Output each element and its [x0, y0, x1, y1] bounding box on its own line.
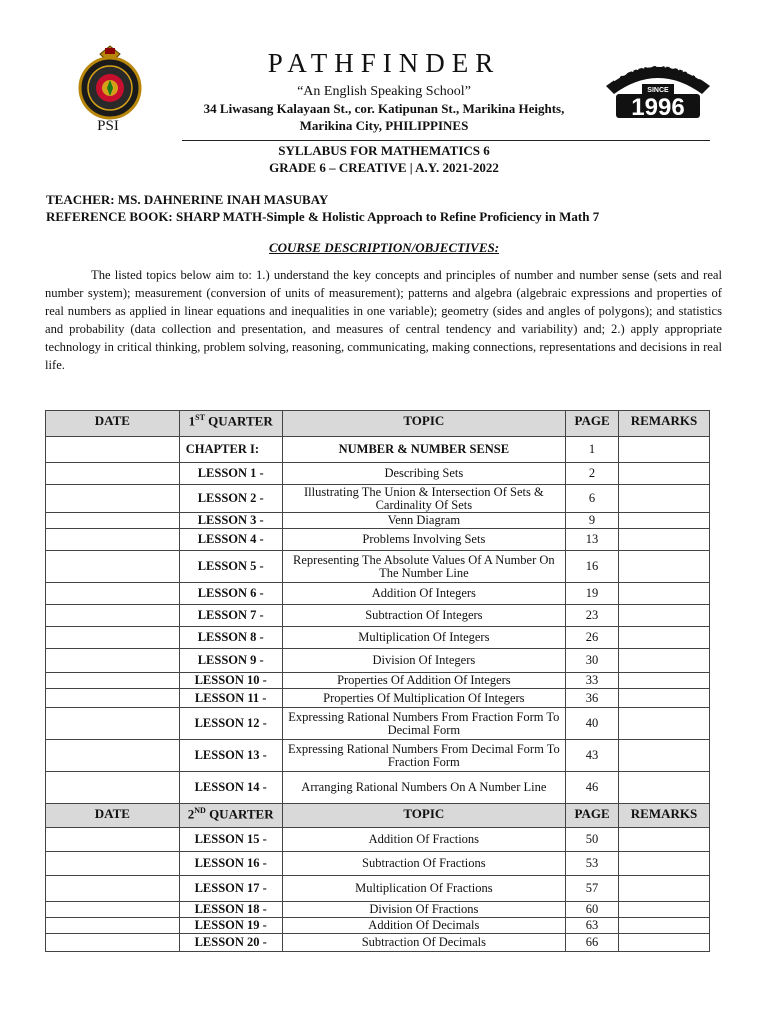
lesson-label: LESSON 12 - — [179, 708, 282, 740]
lesson-label: LESSON 20 - — [179, 934, 282, 952]
date-cell — [46, 605, 180, 627]
remarks-cell — [619, 627, 710, 649]
syllabus-table — [45, 410, 710, 952]
lesson-row — [46, 828, 710, 852]
lesson-row — [46, 649, 710, 673]
topic-header: TOPIC — [282, 411, 565, 437]
lesson-row — [46, 876, 710, 902]
lesson-topic: Representing The Absolute Values Of A Number On The Number Line — [282, 551, 565, 583]
date-cell — [46, 551, 180, 583]
lesson-row — [46, 673, 710, 689]
lesson-label: LESSON 18 - — [179, 902, 282, 918]
lesson-topic: Expressing Rational Numbers From Decimal Form To Fraction Form — [282, 740, 565, 772]
badge-year-text: 1996 — [631, 94, 685, 120]
lesson-label: LESSON 5 - — [179, 551, 282, 583]
chapter-label: CHAPTER I: — [179, 437, 282, 463]
page-header: PAGE — [566, 804, 619, 828]
lesson-page: 50 — [566, 828, 619, 852]
lesson-page: 13 — [566, 529, 619, 551]
school-name: PATHFINDER — [267, 48, 501, 78]
lesson-page: 6 — [566, 485, 619, 513]
lesson-row — [46, 551, 710, 583]
address-line-2: Marikina City, PHILIPPINES — [299, 118, 469, 133]
lesson-topic: Subtraction Of Decimals — [282, 934, 565, 952]
lesson-page: 46 — [566, 772, 619, 804]
remarks-cell — [619, 437, 710, 463]
quarter-1-header-row — [46, 411, 710, 437]
lesson-row — [46, 708, 710, 740]
lesson-topic: Venn Diagram — [282, 513, 565, 529]
lesson-row — [46, 934, 710, 952]
syllabus-title — [0, 142, 768, 176]
date-cell — [46, 437, 180, 463]
date-cell — [46, 485, 180, 513]
lesson-topic: Division Of Fractions — [282, 902, 565, 918]
lesson-label: LESSON 8 - — [179, 627, 282, 649]
lesson-row — [46, 772, 710, 804]
date-cell — [46, 513, 180, 529]
remarks-cell — [619, 902, 710, 918]
remarks-cell — [619, 708, 710, 740]
lesson-label: LESSON 19 - — [179, 918, 282, 934]
remarks-cell — [619, 918, 710, 934]
description-paragraph: The listed topics below aim to: 1.) understand the key concepts and principles of number and number sense (sets and real number system); measurement (conversion of units of measurement); patterns and algebra (algebraic expressions and properties of real numbers as applied in linear equations and inequalities in one variable); geometry (sides and angles of polygons); and statistics and probability (data collection and presentation, and measures of central tendency and variability) and; 2.) apply appropriate technology in critical thinking, problem solving, reasoning, communicating, making connections, representations and decisions in real life. — [45, 268, 722, 372]
lesson-label: LESSON 14 - — [179, 772, 282, 804]
date-cell — [46, 708, 180, 740]
date-header: DATE — [46, 804, 180, 828]
lesson-topic: Subtraction Of Fractions — [282, 852, 565, 876]
remarks-cell — [619, 876, 710, 902]
date-cell — [46, 649, 180, 673]
lesson-row — [46, 485, 710, 513]
lesson-row — [46, 689, 710, 708]
lesson-topic: Illustrating The Union & Intersection Of Sets & Cardinality Of Sets — [282, 485, 565, 513]
lesson-label: LESSON 10 - — [179, 673, 282, 689]
date-cell — [46, 876, 180, 902]
lesson-label: LESSON 6 - — [179, 583, 282, 605]
reference-book-line: REFERENCE BOOK: SHARP MATH-Simple & Holistic Approach to Refine Proficiency in Math 7 — [46, 209, 600, 224]
syllabus-title-line-2: GRADE 6 – CREATIVE | A.Y. 2021-2022 — [269, 160, 499, 175]
lesson-label: LESSON 17 - — [179, 876, 282, 902]
lesson-row — [46, 740, 710, 772]
date-cell — [46, 852, 180, 876]
lesson-page: 53 — [566, 852, 619, 876]
lesson-row — [46, 918, 710, 934]
lesson-topic: Arranging Rational Numbers On A Number Line — [282, 772, 565, 804]
date-cell — [46, 902, 180, 918]
remarks-header: REMARKS — [619, 804, 710, 828]
remarks-cell — [619, 463, 710, 485]
remarks-cell — [619, 772, 710, 804]
lesson-page: 19 — [566, 583, 619, 605]
page-header: PAGE — [566, 411, 619, 437]
lesson-page: 43 — [566, 740, 619, 772]
lesson-page: 2 — [566, 463, 619, 485]
date-cell — [46, 828, 180, 852]
lesson-label: LESSON 16 - — [179, 852, 282, 876]
remarks-cell — [619, 583, 710, 605]
lesson-row — [46, 902, 710, 918]
remarks-cell — [619, 934, 710, 952]
lesson-topic: Subtraction Of Integers — [282, 605, 565, 627]
logo-caption: PSI — [97, 118, 119, 134]
remarks-cell — [619, 529, 710, 551]
remarks-cell — [619, 649, 710, 673]
lesson-topic: Division Of Integers — [282, 649, 565, 673]
lesson-page: 23 — [566, 605, 619, 627]
remarks-cell — [619, 485, 710, 513]
address-line-1: 34 Liwasang Kalayaan St., cor. Katipunan St., Marikina Heights, — [203, 101, 565, 116]
lesson-label: LESSON 15 - — [179, 828, 282, 852]
date-cell — [46, 463, 180, 485]
lesson-page: 40 — [566, 708, 619, 740]
lesson-row — [46, 513, 710, 529]
lesson-label: LESSON 2 - — [179, 485, 282, 513]
quarter-header: 2ND QUARTER — [179, 804, 282, 828]
lesson-row — [46, 627, 710, 649]
remarks-cell — [619, 513, 710, 529]
remarks-cell — [619, 689, 710, 708]
date-cell — [46, 529, 180, 551]
lesson-label: LESSON 3 - — [179, 513, 282, 529]
date-cell — [46, 772, 180, 804]
remarks-cell — [619, 673, 710, 689]
date-cell — [46, 918, 180, 934]
date-cell — [46, 583, 180, 605]
lesson-label: LESSON 9 - — [179, 649, 282, 673]
lesson-page: 33 — [566, 673, 619, 689]
badge-established-text: ESTABLISHED — [607, 55, 709, 85]
lesson-topic: Addition Of Fractions — [282, 828, 565, 852]
lesson-topic: Properties Of Addition Of Integers — [282, 673, 565, 689]
course-meta — [46, 191, 599, 225]
lesson-page: 36 — [566, 689, 619, 708]
remarks-header: REMARKS — [619, 411, 710, 437]
chapter-row — [46, 437, 710, 463]
teacher-line: TEACHER: MS. DAHNERINE INAH MASUBAY — [46, 192, 329, 207]
syllabus-title-line-1: SYLLABUS FOR MATHEMATICS 6 — [278, 143, 490, 158]
quarter-2-header-row — [46, 804, 710, 828]
chapter-topic: NUMBER & NUMBER SENSE — [282, 437, 565, 463]
quarter-header: 1ST QUARTER — [179, 411, 282, 437]
date-cell — [46, 689, 180, 708]
document-header — [0, 0, 768, 145]
date-cell — [46, 934, 180, 952]
chapter-page: 1 — [566, 437, 619, 463]
lesson-page: 26 — [566, 627, 619, 649]
lesson-page: 30 — [566, 649, 619, 673]
lesson-label: LESSON 4 - — [179, 529, 282, 551]
remarks-cell — [619, 551, 710, 583]
lesson-page: 9 — [566, 513, 619, 529]
topic-header: TOPIC — [282, 804, 565, 828]
lesson-topic: Expressing Rational Numbers From Fraction Form To Decimal Form — [282, 708, 565, 740]
lesson-page: 63 — [566, 918, 619, 934]
remarks-cell — [619, 740, 710, 772]
lesson-page: 60 — [566, 902, 619, 918]
lesson-row — [46, 583, 710, 605]
lesson-label: LESSON 7 - — [179, 605, 282, 627]
lesson-topic: Properties Of Multiplication Of Integers — [282, 689, 565, 708]
lesson-topic: Addition Of Decimals — [282, 918, 565, 934]
remarks-cell — [619, 852, 710, 876]
lesson-page: 66 — [566, 934, 619, 952]
lesson-row — [46, 463, 710, 485]
lesson-page: 16 — [566, 551, 619, 583]
lesson-topic: Describing Sets — [282, 463, 565, 485]
lesson-page: 57 — [566, 876, 619, 902]
lesson-label: LESSON 1 - — [179, 463, 282, 485]
lesson-row — [46, 852, 710, 876]
lesson-topic: Problems Involving Sets — [282, 529, 565, 551]
school-motto: “An English Speaking School” — [297, 84, 471, 99]
established-badge-icon — [602, 54, 714, 120]
badge-since-text: SINCE — [647, 87, 669, 94]
date-header: DATE — [46, 411, 180, 437]
description-heading: COURSE DESCRIPTION/OBJECTIVES: — [268, 240, 500, 255]
lesson-topic: Addition Of Integers — [282, 583, 565, 605]
lesson-label: LESSON 13 - — [179, 740, 282, 772]
date-cell — [46, 627, 180, 649]
header-divider — [182, 140, 710, 141]
date-cell — [46, 740, 180, 772]
lesson-row — [46, 529, 710, 551]
remarks-cell — [619, 605, 710, 627]
date-cell — [46, 673, 180, 689]
lesson-topic: Multiplication Of Integers — [282, 627, 565, 649]
lesson-topic: Multiplication Of Fractions — [282, 876, 565, 902]
lesson-row — [46, 605, 710, 627]
lesson-label: LESSON 11 - — [179, 689, 282, 708]
remarks-cell — [619, 828, 710, 852]
